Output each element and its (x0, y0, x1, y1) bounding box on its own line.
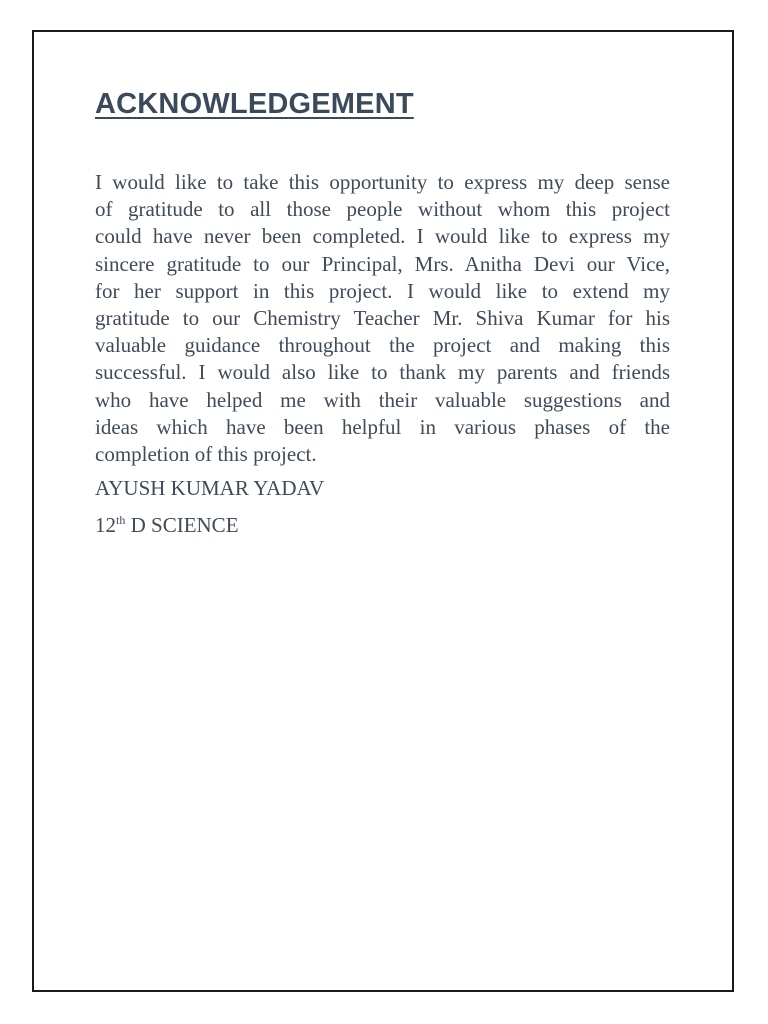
signature-class (95, 513, 239, 538)
paragraph-line: valuable guidance throughout the project and making this (95, 333, 670, 358)
page-title: ACKNOWLEDGEMENT (95, 88, 414, 120)
paragraph-line: successful. I would also like to thank my parents and friends (95, 360, 670, 385)
paragraph-line: sincere gratitude to our Principal, Mrs. Anitha Devi our Vice, (95, 251, 670, 276)
paragraph-line: for her support in this project. I would like to extend my (95, 278, 670, 303)
paragraph-line: of gratitude to all those people without whom this project (95, 197, 670, 222)
class-section: D SCIENCE (125, 513, 239, 537)
page-border (32, 30, 734, 992)
paragraph-line: who have helped me with their valuable suggestions and (95, 387, 670, 412)
paragraph-line: gratitude to our Chemistry Teacher Mr. Shiva Kumar for his (95, 306, 670, 331)
class-suffix: th (116, 513, 126, 527)
class-number: 12 (95, 513, 116, 537)
paragraph-line: completion of this project. (95, 442, 317, 467)
acknowledgement-paragraph (95, 169, 670, 468)
paragraph-line: ideas which have been helpful in various phases of the (95, 414, 670, 439)
signature-name: AYUSH KUMAR YADAV (95, 476, 325, 500)
paragraph-line: I would like to take this opportunity to express my deep sense (95, 170, 670, 194)
paragraph-line: could have never been completed. I would like to express my (95, 224, 670, 249)
